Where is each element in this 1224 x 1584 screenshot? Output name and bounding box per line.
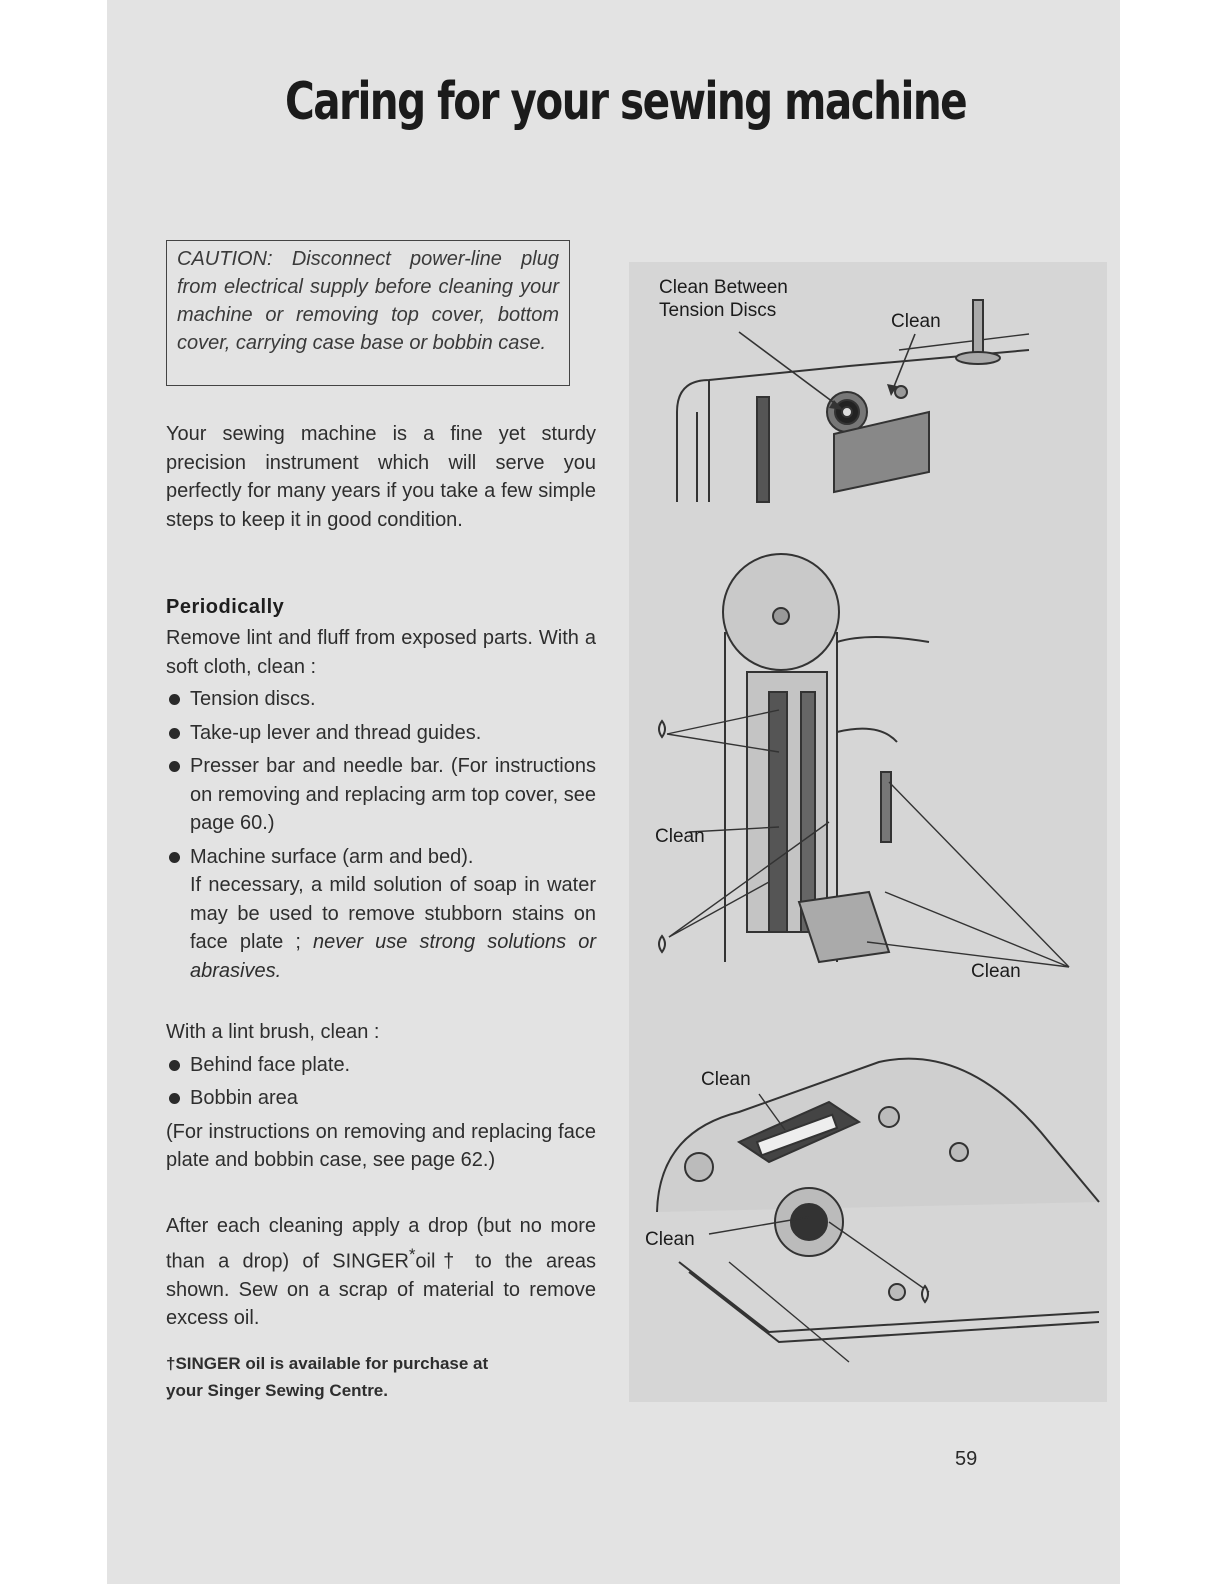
bobbin-clean-left: Clean xyxy=(645,1229,695,1250)
after-cleaning-paragraph xyxy=(166,1212,596,1333)
soap-note-text: If necessary, a mild solution of soap in water may be used to remove stubborn stains on face plate ; xyxy=(190,874,596,953)
tension-discs-callout xyxy=(659,276,788,322)
face-plate-clean-left: Clean xyxy=(655,826,705,847)
footnote-line: your Singer Sewing Centre. xyxy=(166,1381,388,1400)
soap-note xyxy=(190,871,596,985)
list-item: Take-up lever and thread guides. xyxy=(166,719,596,748)
page-title: Caring for your sewing machine xyxy=(285,72,967,132)
lint-brush-section xyxy=(166,1018,596,1175)
top-clean-label: Clean xyxy=(891,311,941,332)
list-item xyxy=(166,843,596,986)
callout-line: Clean Between xyxy=(659,277,788,298)
abrasives-warning: never use strong solutions or abrasives. xyxy=(190,931,597,982)
list-item: Behind face plate. xyxy=(166,1051,596,1080)
illustration-panel xyxy=(629,262,1107,1402)
bobbin-clean-top: Clean xyxy=(701,1069,751,1090)
list-item: Tension discs. xyxy=(166,685,596,714)
intro-paragraph: Your sewing machine is a fine yet sturdy precision instrument which will serve you perfectly for many years if you take a few simple steps to keep it in good condition. xyxy=(166,423,596,531)
lint-brush-list xyxy=(166,1051,596,1113)
caution-box: CAUTION: Disconnect power-line plug from electrical supply before cleaning your machine or removing top cover, bottom cover, carrying case base or bobbin case. xyxy=(166,240,570,386)
instructions-paragraph: (For instructions on removing and replacing face plate and bobbin case, see page 62.) xyxy=(166,1120,596,1171)
footnote xyxy=(166,1350,596,1404)
callout-line: Tension Discs xyxy=(659,300,777,321)
manual-page xyxy=(107,0,1120,1584)
periodically-heading: Periodically xyxy=(166,596,285,618)
tension-disc-drawing xyxy=(677,300,1029,502)
face-plate-drawing xyxy=(659,554,1069,967)
page-number: 59 xyxy=(955,1448,978,1470)
after-cleaning-suffix: oil† to the areas shown. Sew on a scrap of material to remove excess oil. xyxy=(166,1250,596,1330)
machine-surface-label: Machine surface (arm and bed). xyxy=(190,845,474,868)
periodically-section xyxy=(166,624,596,990)
after-cleaning-text: After each cleaning apply a drop (but no more than a drop) of SINGER xyxy=(166,1215,596,1273)
periodically-text: Remove lint and fluff from exposed parts. With a soft cloth, clean : xyxy=(166,627,596,678)
periodic-cleaning-list xyxy=(166,685,596,985)
list-item: Bobbin area xyxy=(166,1084,596,1113)
lint-brush-text: With a lint brush, clean : xyxy=(166,1021,380,1043)
footnote-line: †SINGER oil is available for purchase at xyxy=(166,1354,489,1373)
trademark-mark: * xyxy=(408,1244,416,1264)
list-item: Presser bar and needle bar. (For instructions on removing and replacing arm top cover, see page 60.) xyxy=(166,752,596,838)
face-plate-clean-right: Clean xyxy=(971,961,1021,982)
bobbin-area-drawing xyxy=(657,1059,1099,1362)
